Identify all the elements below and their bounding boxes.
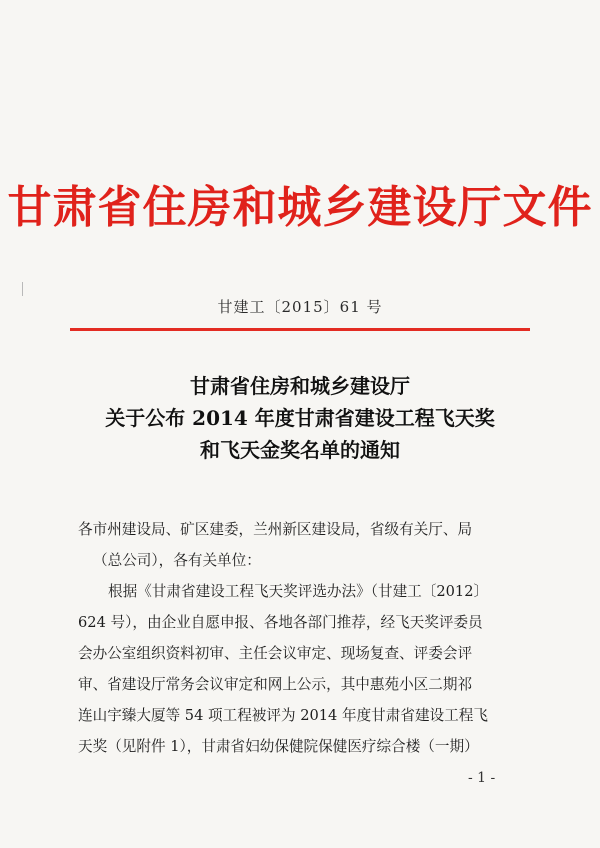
addressee-line-1: 各市州建设局、矿区建委，兰州新区建设局，省级有关厅、局 (78, 521, 473, 538)
page-number: - 1 - (468, 770, 496, 786)
paragraph-line-5: 连山宇臻大厦等 54 项工程被评为 2014 年度甘肃省建设工程飞 (78, 707, 488, 724)
margin-mark (22, 282, 23, 296)
addressee-line-2: （总公司），各有关单位： (93, 552, 261, 569)
notice-title-line-2: 关于公布 2014 年度甘肃省建设工程飞天奖 (105, 406, 495, 430)
paragraph-line-2: 624 号），由企业自愿申报、各地各部门推荐，经飞天奖评委员 (78, 614, 483, 631)
paragraph-line-3: 会办公室组织资料初审、主任会议审定、现场复查、评委会评 (78, 645, 473, 662)
document-number: 甘建工〔2015〕61 号 (217, 298, 383, 316)
notice-title-line-1: 甘肃省住房和城乡建设厅 (190, 374, 410, 398)
red-separator-line (70, 328, 530, 331)
paragraph-line-4: 审、省建设厅常务会议审定和网上公示，其中惠苑小区二期祁 (78, 676, 473, 693)
notice-title-line-3: 和飞天金奖名单的通知 (200, 438, 400, 462)
body-text (78, 514, 536, 762)
paragraph-line-1: 根据《甘肃省建设工程飞天奖评选办法》（甘建工〔2012〕 (108, 583, 489, 600)
issuer-header-title: 甘肃省住房和城乡建设厅文件 (7, 182, 593, 233)
paragraph-line-6: 天奖（见附件 1），甘肃省妇幼保健院保健医疗综合楼（一期） (78, 738, 479, 755)
notice-title (0, 370, 600, 466)
